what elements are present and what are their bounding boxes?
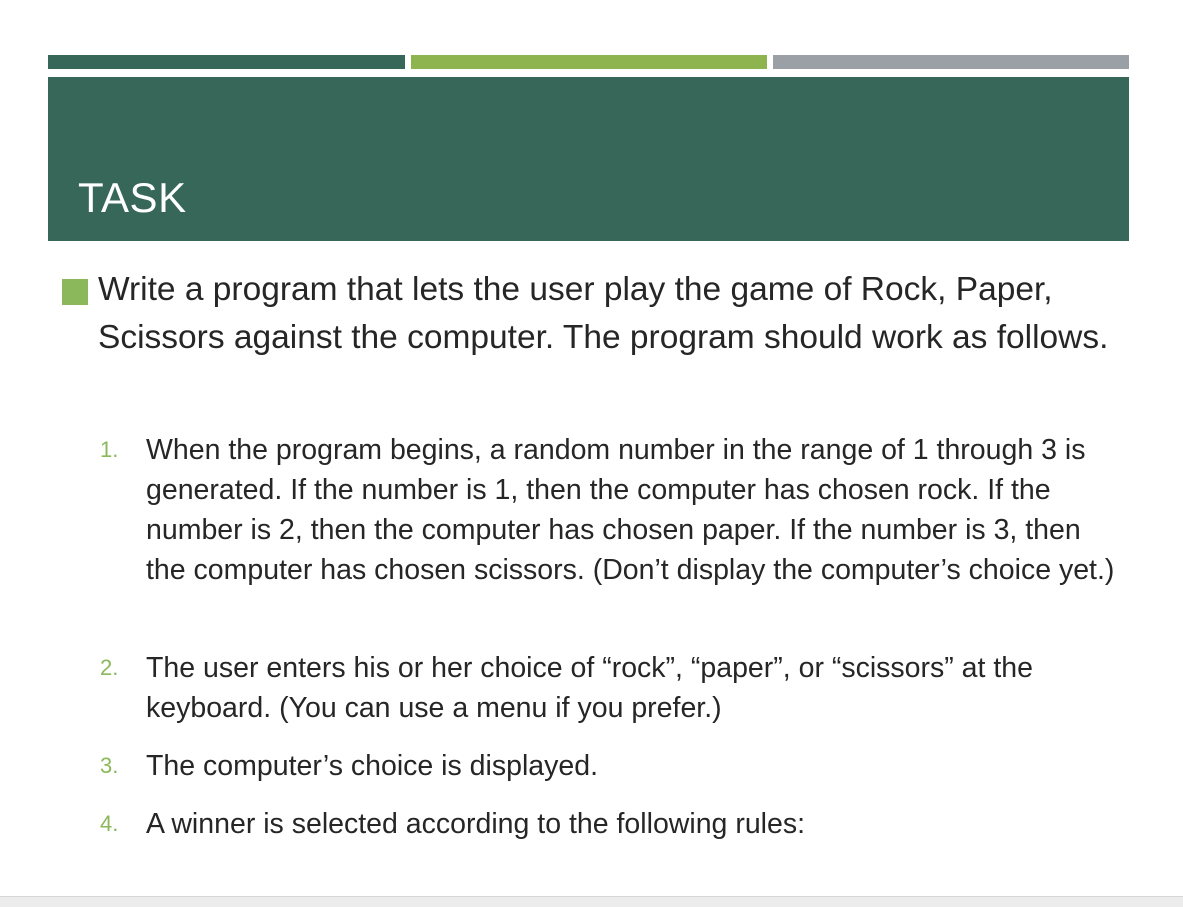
item-number: 4. [100,811,119,836]
item-text: The user enters his or her choice of “rock”, “paper”, or “scissors” at the keyboard. (You can use a menu if you prefer.) [146,652,1033,724]
item-number: 1. [100,437,119,462]
accent-bar-dark-green [48,55,405,69]
item-number: 2. [100,655,119,680]
item-text: A winner is selected according to the following rules: [146,808,806,840]
accent-bar-light-green [411,55,767,69]
item-text: The computer’s choice is displayed. [146,750,599,782]
accent-bar-gray [773,55,1129,69]
bottom-strip [0,896,1183,907]
title-banner [48,77,1129,241]
item-text: When the program begins, a random number in the range of 1 through 3 is generated. If the number is 1, then the computer has chosen rock. If the number is 2, then the computer has chosen paper. If the number is 3, then the computer has chosen scissors. (Don’t display the computer’s choice yet.) [146,434,1115,586]
item-number: 3. [100,753,119,778]
main-bullet-text: Write a program that lets the user play the game of Rock, Paper, Scissors against the computer. The program should work as follows. [98,271,1109,356]
bullet-square-icon [62,279,88,305]
slide-title: TASK [78,174,187,221]
